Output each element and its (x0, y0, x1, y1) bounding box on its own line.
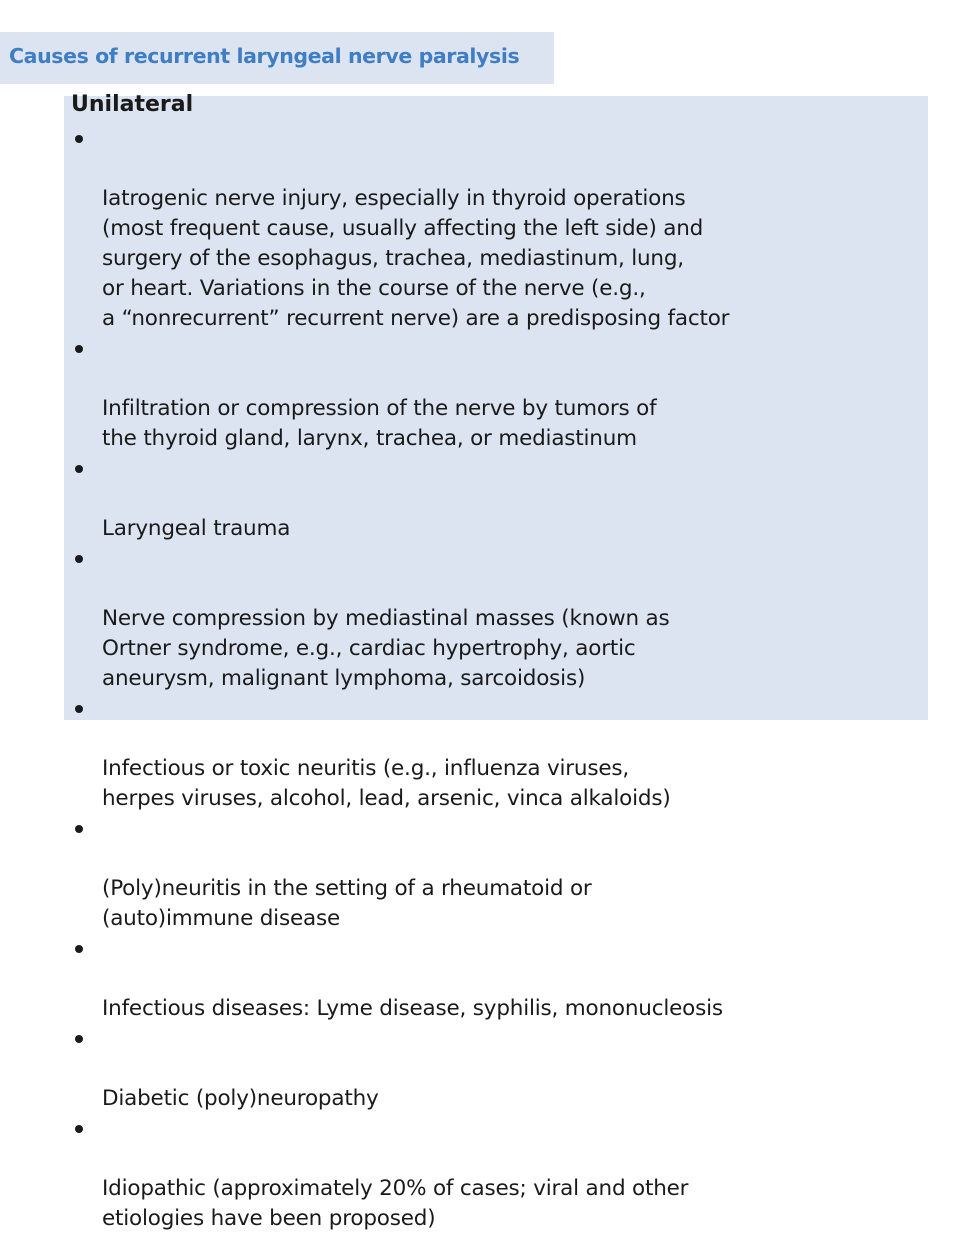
list-item-text: (Poly)neuritis in the setting of a rheumatoid or (auto)immune disease (102, 876, 592, 931)
bullet-icon (75, 825, 83, 833)
list-item (64, 814, 928, 934)
bullet-icon (75, 465, 83, 473)
bullet-icon (75, 1035, 83, 1043)
causes-list (64, 124, 928, 1234)
list-item-text: Iatrogenic nerve injury, especially in thyroid operations (most frequent cause, usually affecting the left side) and surgery of the esophagus, trachea, mediastinum, lung, or heart. Variations in the course of the nerve (e.g., a “nonrecurrent” recurrent nerve) are a predisposing factor (102, 186, 730, 331)
content-panel (64, 92, 928, 1231)
list-item-text: Infectious or toxic neuritis (e.g., influenza viruses, herpes viruses, alcohol, lead, arsenic, vinca alkaloids) (102, 756, 671, 811)
list-item (64, 334, 928, 454)
list-item (64, 544, 928, 694)
section-heading: Unilateral (71, 92, 194, 117)
list-item (64, 694, 928, 814)
list-item (64, 1114, 928, 1234)
list-item-text: Diabetic (poly)neuropathy (102, 1086, 379, 1111)
bullet-icon (75, 345, 83, 353)
list-item-text: Laryngeal trauma (102, 516, 291, 541)
list-item (64, 124, 928, 334)
page-title: Causes of recurrent laryngeal nerve paralysis (9, 44, 520, 68)
bullet-icon (75, 135, 83, 143)
bullet-icon (75, 945, 83, 953)
list-item (64, 454, 928, 544)
list-item-text: Idiopathic (approximately 20% of cases; viral and other etiologies have been proposed) (102, 1176, 689, 1231)
list-item-text: Infiltration or compression of the nerve by tumors of the thyroid gland, larynx, trachea, or mediastinum (102, 396, 657, 451)
bullet-icon (75, 1125, 83, 1133)
bullet-icon (75, 705, 83, 713)
title-bar (0, 32, 554, 84)
bullet-icon (75, 555, 83, 563)
list-item-text: Infectious diseases: Lyme disease, syphilis, mononucleosis (102, 996, 723, 1021)
list-item (64, 934, 928, 1024)
list-item (64, 1024, 928, 1114)
list-item-text: Nerve compression by mediastinal masses (known as Ortner syndrome, e.g., cardiac hypertrophy, aortic aneurysm, malignant lymphoma, sarcoidosis) (102, 606, 670, 691)
